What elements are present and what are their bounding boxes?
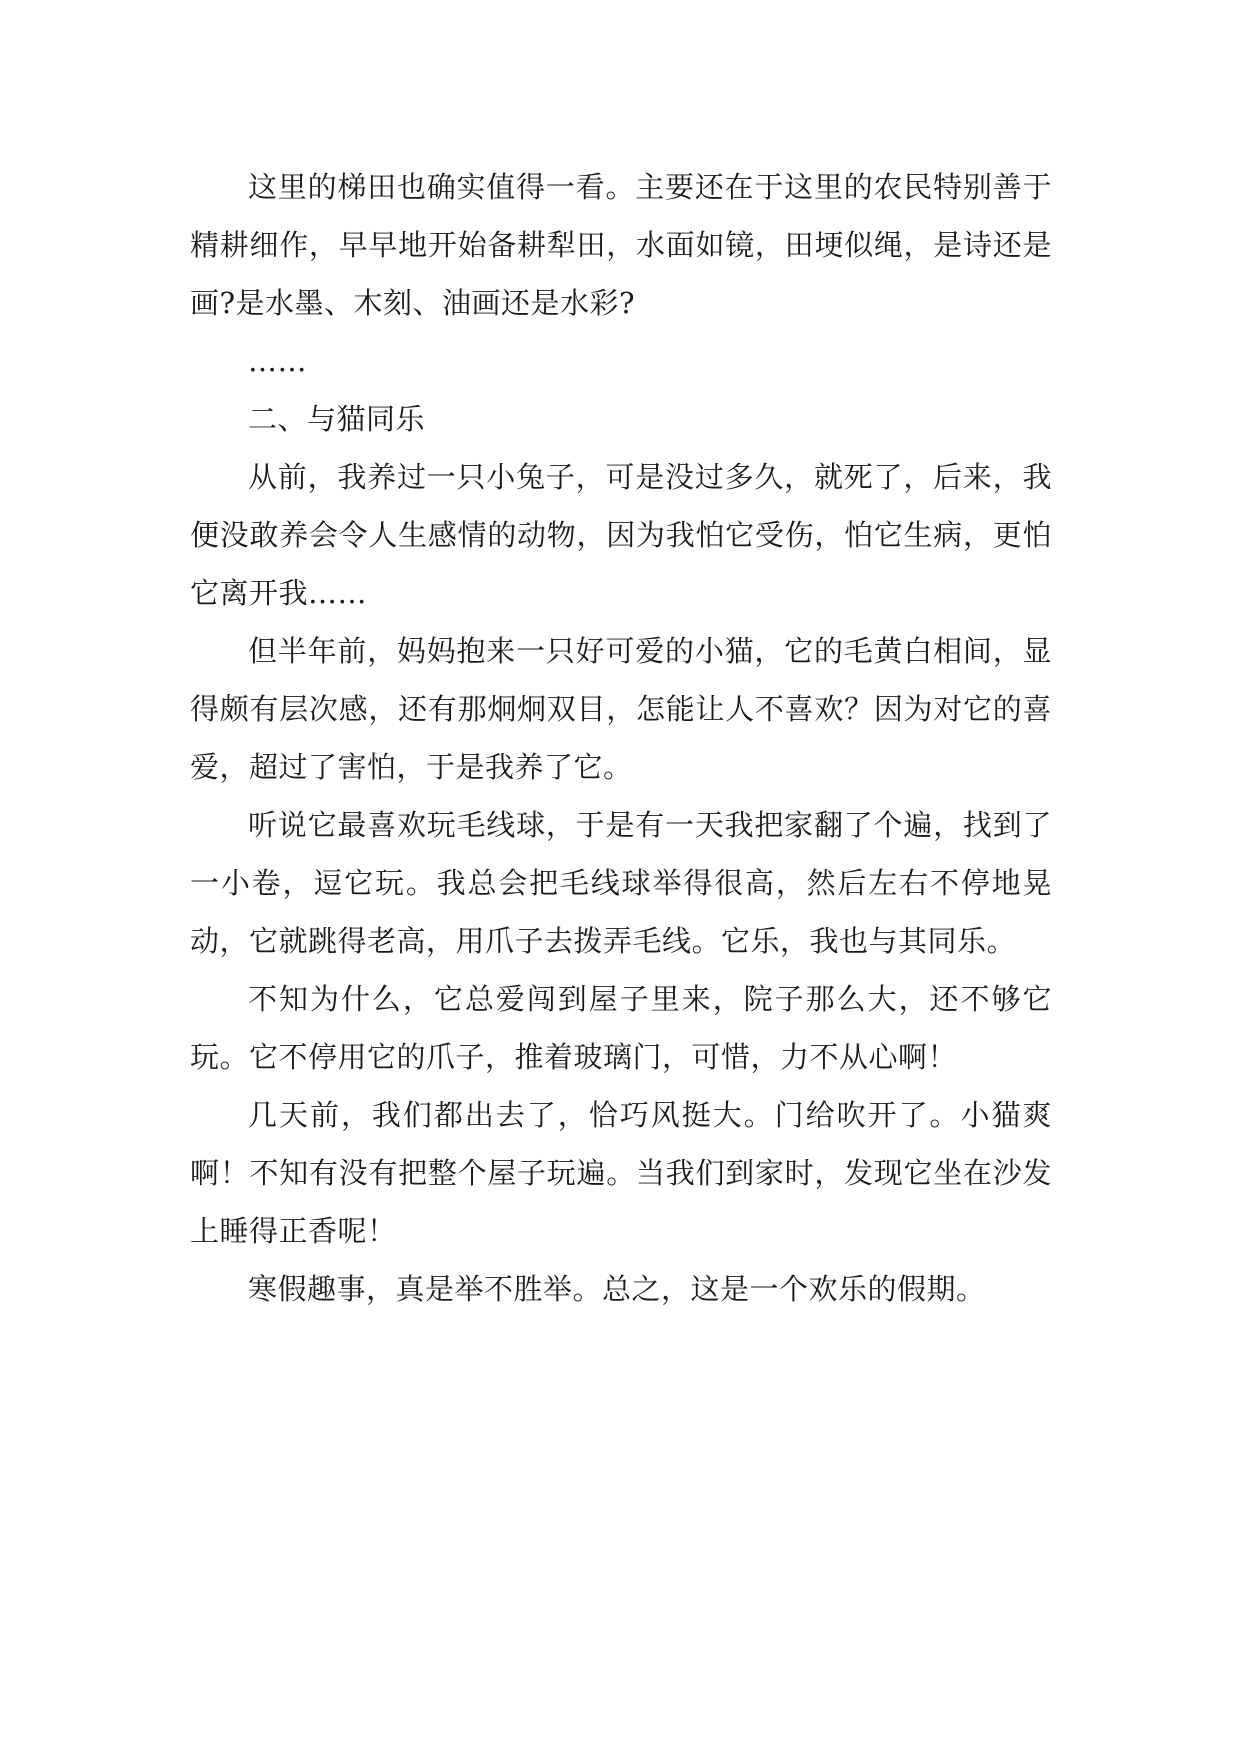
paragraph-conclusion: 寒假趣事，真是举不胜举。总之，这是一个欢乐的假期。 [248,1272,986,1306]
section-heading: 二、与猫同乐 [248,402,426,436]
paragraph-ellipsis: …… [248,344,307,378]
paragraph-sofa: 几天前，我们都出去了，恰巧风挺大。门给吹开了。小猫爽啊！不知有没有把整个屋子玩遍。当我们到家时，发现它坐在沙发上睡得正香呢！ [190,1098,1052,1248]
paragraph-yarn-ball: 听说它最喜欢玩毛线球，于是有一天我把家翻了个遍，找到了一小卷，逗它玩。我总会把毛线球举得很高，然后左右不停地晃动，它就跳得老高，用爪子去拨弄毛线。它乐，我也与其同乐。 [190,808,1052,958]
paragraph-kitten: 但半年前，妈妈抱来一只好可爱的小猫，它的毛黄白相间，显得颇有层次感，还有那炯炯双目，怎能让人不喜欢？因为对它的喜爱，超过了害怕，于是我养了它。 [190,634,1052,784]
paragraph-rabbit: 从前，我养过一只小兔子，可是没过多久，就死了，后来，我便没敢养会令人生感情的动物，因为我怕它受伤，怕它生病，更怕它离开我…… [190,460,1052,610]
paragraph-terraces: 这里的梯田也确实值得一看。主要还在于这里的农民特别善于精耕细作，早早地开始备耕犁田，水面如镜，田埂似绳，是诗还是画?是水墨、木刻、油画还是水彩? [190,170,1052,320]
document-body [190,158,1052,1318]
paragraph-glass-door: 不知为什么，它总爱闯到屋子里来，院子那么大，还不够它玩。它不停用它的爪子，推着玻璃门，可惜，力不从心啊！ [190,982,1052,1074]
